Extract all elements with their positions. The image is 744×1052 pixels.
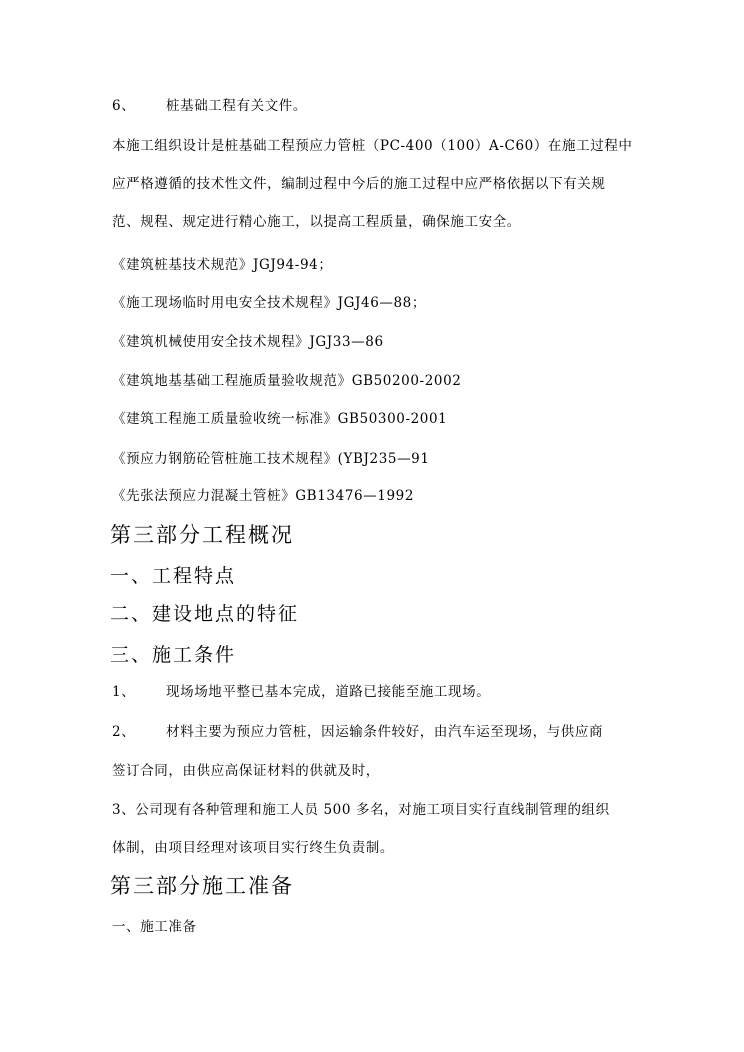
standard-item: 《先张法预应力混凝土管桩》GB13476—1992	[112, 488, 415, 504]
section-heading-construction-conditions: 三、施工条件	[110, 644, 237, 666]
standard-item: 《建筑地基基础工程施质量验收规范》GB50200-2002	[112, 373, 462, 389]
preparation-first-section: 一、施工准备	[112, 919, 197, 935]
intro-line-2: 应严格遵循的技术性文件，编制过程中今后的施工过程中应严格依据以下有关规	[112, 176, 606, 192]
condition-item-1-text: 现场场地平整已基本完成，道路已接能至施工现场。	[166, 684, 491, 700]
standard-item: 《预应力钢筋砼管桩施工技术规程》(YBJ235—91	[112, 451, 430, 467]
condition-item-1	[112, 683, 490, 701]
standard-item: 《建筑工程施工质量验收统一标准》GB50300-2001	[112, 411, 448, 427]
section-heading-project-features: 一、工程特点	[110, 565, 237, 587]
condition-item-2-continuation: 签订合同，由供应高保证材料的供就及时，	[112, 763, 380, 779]
item-6	[112, 97, 307, 115]
condition-item-2-number: 2、	[112, 724, 136, 740]
intro-line-3: 范、规程、规定进行精心施工，以提高工程质量，确保施工安全。	[112, 214, 521, 230]
part-3-preparation-heading: 第三部分施工准备	[110, 874, 294, 898]
standard-item: 《施工现场临时用电安全技术规程》JGJ46—88；	[112, 295, 426, 311]
part-3-overview-heading: 第三部分工程概况	[110, 523, 294, 547]
item-6-number: 6、	[112, 98, 136, 114]
condition-item-3-line-1: 3、公司现有各种管理和施工人员 500 多名，对施工项目实行直线制管理的组织	[112, 802, 610, 818]
standard-item: 《建筑桩基技术规范》JGJ94-94；	[112, 257, 333, 273]
condition-item-2	[112, 723, 603, 741]
condition-item-2-text: 材料主要为预应力管桩，因运输条件较好，由汽车运至现场，与供应商	[166, 724, 604, 740]
item-6-text: 桩基础工程有关文件。	[166, 98, 307, 114]
intro-line-1: 本施工组织设计是桩基础工程预应力管桩（PC-400（100）A-C60）在施工过程中	[112, 138, 633, 154]
condition-item-1-number: 1、	[112, 684, 136, 700]
condition-item-3-line-2: 体制，由项目经理对该项目实行终生负责制。	[112, 840, 394, 856]
section-heading-site-characteristics: 二、建设地点的特征	[110, 603, 300, 625]
standard-item: 《建筑机械使用安全技术规程》JGJ33—86	[112, 334, 384, 350]
